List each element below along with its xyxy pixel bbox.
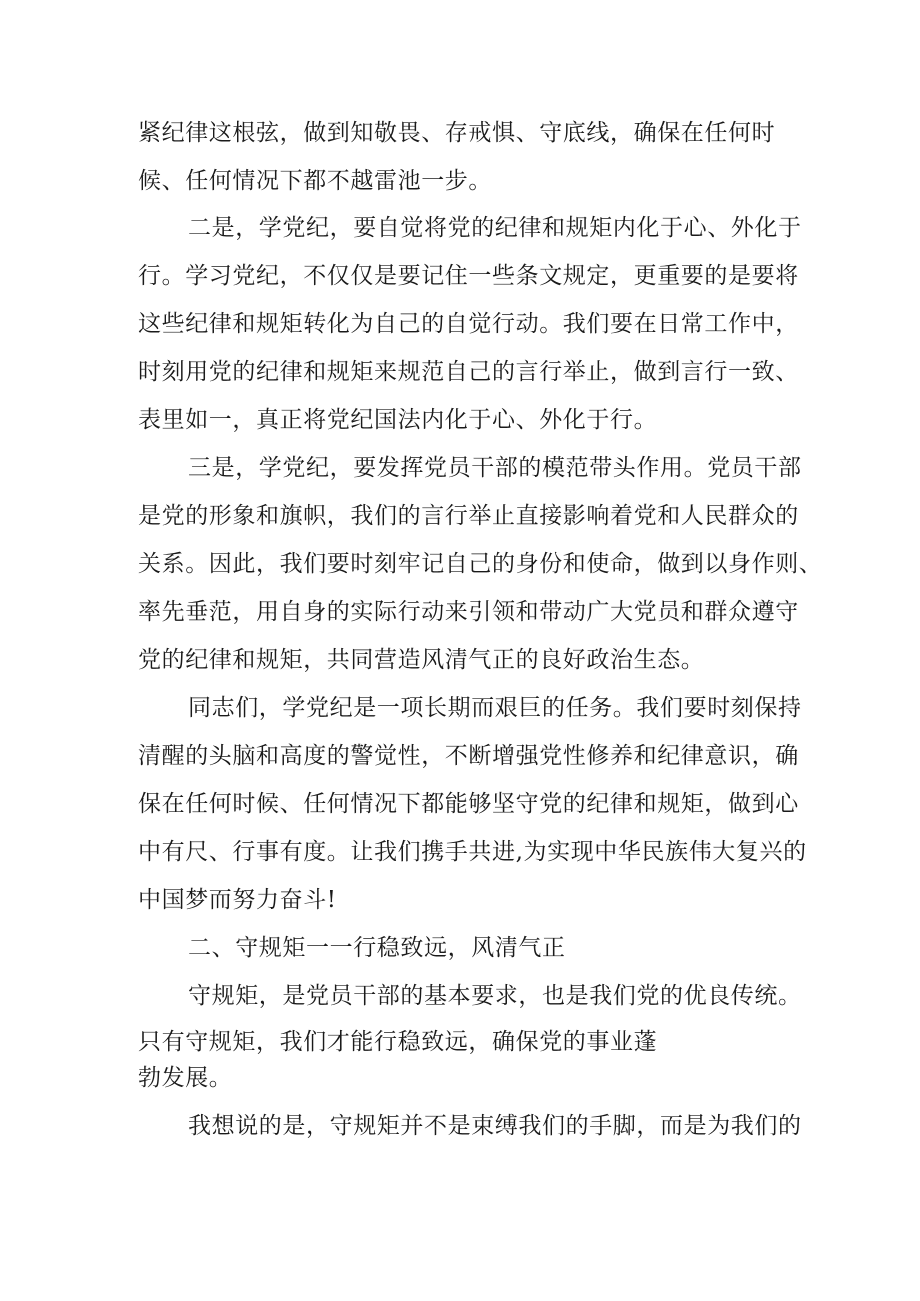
text-line: 是党的形象和旗帜，我们的言行举止直接影响着党和人民群众的 <box>138 503 799 529</box>
paragraph-start-line: 三是，学党纪，要发挥党员干部的模范带头作用。党员干部 <box>188 455 802 481</box>
text-line: 保在任何时候、任何情况下都能够坚守党的纪律和规矩，做到心 <box>138 791 799 817</box>
paragraph-start-line: 守规矩，是党员干部的基本要求，也是我们党的优良传统。 <box>188 983 802 1009</box>
text-line: 中有尺、行事有度。让我们携手共进,为实现中华民族伟大复兴的 <box>138 839 807 865</box>
text-line: 行。学习党纪，不仅仅是要记住一些条文规定，更重要的是要将 <box>138 263 799 289</box>
text-line: 关系。因此，我们要时刻牢记自己的身份和使命，做到以身作则、 <box>138 551 823 577</box>
text-line: 表里如一，真正将党纪国法内化于心、外化于行。 <box>138 407 658 433</box>
paragraph-start-line: 二是，学党纪，要自觉将党的纪律和规矩内化于心、外化于 <box>188 215 802 241</box>
section-heading: 二、守规矩一一行稳致远，风清气正 <box>188 935 566 961</box>
text-line: 只有守规矩，我们才能行稳致远，确保党的事业蓬 <box>138 1029 658 1055</box>
text-line: 率先垂范，用自身的实际行动来引领和带动广大党员和群众遵守 <box>138 599 799 625</box>
paragraph-start-line: 同志们，学党纪是一项长期而艰巨的任务。我们要时刻保持 <box>188 695 802 721</box>
text-line: 时刻用党的纪律和规矩来规范自己的言行举止，做到言行一致、 <box>138 359 799 385</box>
text-line: 党的纪律和规矩，共同营造风清气正的良好政治生态。 <box>138 647 705 673</box>
paragraph-start-line: 我想说的是，守规矩并不是束缚我们的手脚，而是为我们的 <box>188 1113 802 1139</box>
text-line: 中国梦而努力奋斗! <box>138 887 337 913</box>
text-line: 清醒的头脑和高度的警觉性，不断增强党性修养和纪律意识，确 <box>138 743 799 769</box>
text-line: 候、任何情况下都不越雷池一步。 <box>138 168 492 194</box>
text-line: 紧纪律这根弦，做到知敬畏、存戒惧、守底线，确保在任何时 <box>138 120 776 146</box>
text-line: 勃发展。 <box>138 1065 233 1091</box>
text-line: 这些纪律和规矩转化为自己的自觉行动。我们要在日常工作中， <box>138 311 799 337</box>
